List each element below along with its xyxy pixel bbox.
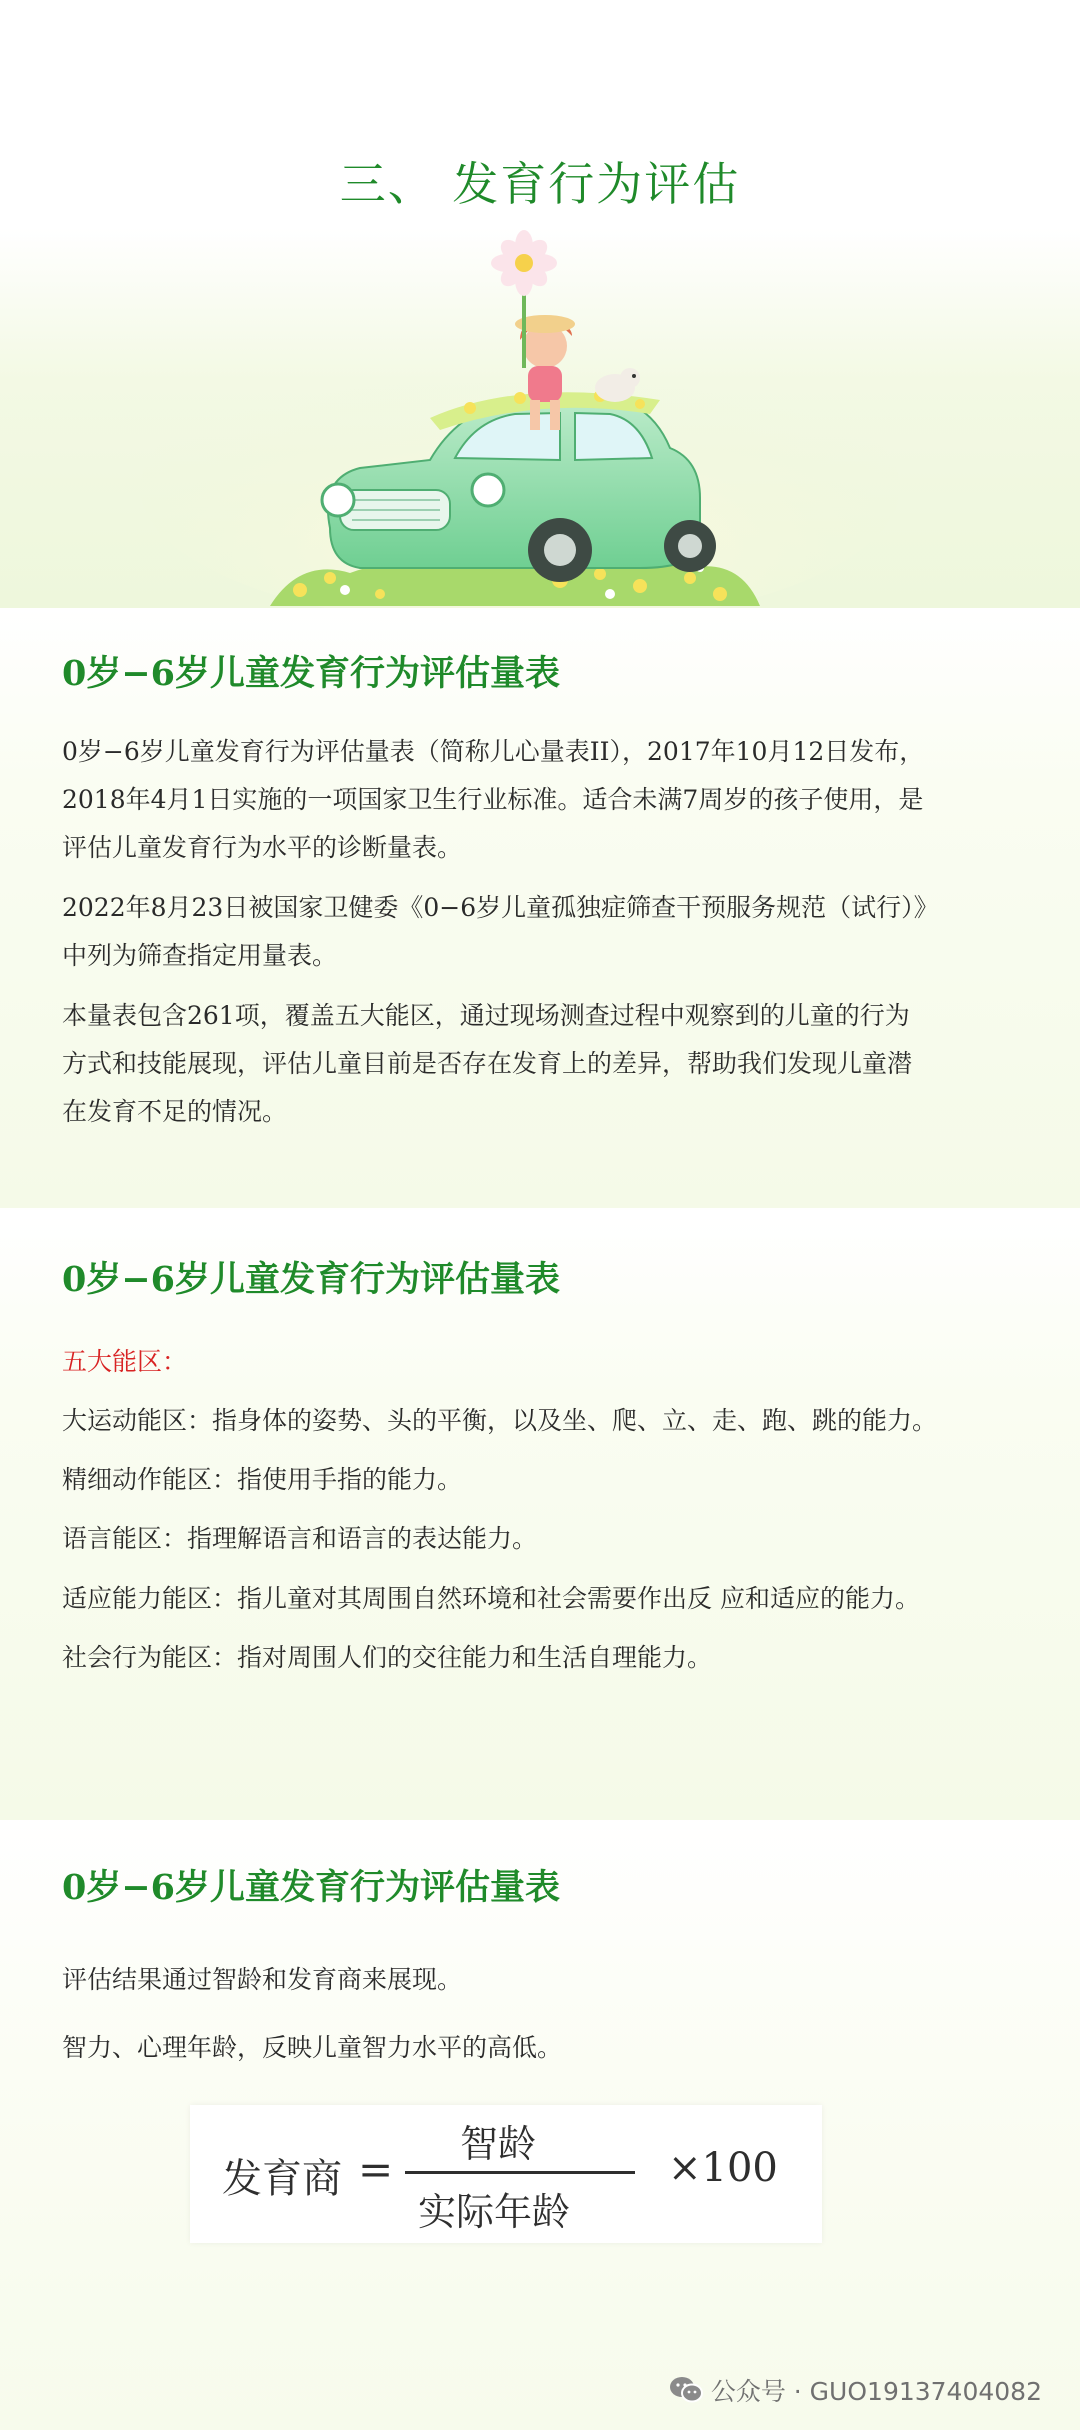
paragraph-line: 2018年4月1日实施的一项国家卫生行业标准。适合未满7周岁的孩子使用，是 [62, 785, 924, 814]
paragraph-line: 本量表包含261项，覆盖五大能区，通过现场测查过程中观察到的儿童的行为 [62, 1001, 910, 1030]
section-title: 0岁−6岁儿童发育行为评估量表 [62, 1867, 561, 1908]
section-title: 0岁−6岁儿童发育行为评估量表 [62, 1259, 561, 1300]
list-item: 大运动能区：指身体的姿势、头的平衡，以及坐、爬、立、走、跑、跳的能力。 [62, 1406, 938, 1435]
watermark [669, 2372, 1042, 2410]
formula-equals: = [358, 2145, 394, 2194]
formula-numerator: 智龄 [460, 2122, 537, 2166]
formula-lhs: 发育商 [222, 2156, 342, 2202]
fraction-bar [405, 2171, 635, 2174]
formula-denominator: 实际年龄 [418, 2190, 571, 2234]
paragraph-line: 2022年8月23日被国家卫健委《0−6岁儿童孤独症筛查干预服务规范（试行）》 [62, 893, 939, 922]
hero-illustration [0, 228, 1080, 608]
paragraph-line: 中列为筛查指定用量表。 [62, 941, 338, 970]
section-panel-2 [0, 1215, 1080, 1820]
section-title: 0岁−6岁儿童发育行为评估量表 [62, 653, 561, 694]
formula-box [190, 2105, 822, 2243]
list-item: 社会行为能区：指对周围人们的交往能力和生活自理能力。 [62, 1643, 713, 1672]
wechat-icon [669, 2376, 703, 2410]
list-item: 语言能区：指理解语言和语言的表达能力。 [62, 1524, 538, 1553]
list-item: 适应能力能区：指儿童对其周围自然环境和社会需要作出反 应和适应的能力。 [62, 1584, 920, 1613]
paragraph-line: 在发育不足的情况。 [62, 1097, 288, 1126]
formula-multiplier: ×100 [668, 2145, 778, 2191]
car-illustration [0, 228, 1080, 608]
page-title: 三、 发育行为评估 [339, 157, 741, 211]
paragraph-line: 评估结果通过智龄和发育商来展现。 [62, 1965, 463, 1994]
list-item: 精细动作能区：指使用手指的能力。 [62, 1465, 463, 1494]
subheading: 五大能区： [62, 1347, 188, 1376]
paragraph-line: 智力、心理年龄，反映儿童智力水平的高低。 [62, 2033, 563, 2062]
watermark-text: 公众号 · GUO19137404082 [710, 2377, 1042, 2406]
paragraph-line: 方式和技能展现，评估儿童目前是否存在发育上的差异，帮助我们发现儿童潜 [62, 1049, 913, 1078]
paragraph-line: 0岁−6岁儿童发育行为评估量表（简称儿心量表II），2017年10月12日发布， [62, 737, 925, 766]
paragraph-line: 评估儿童发育行为水平的诊断量表。 [62, 833, 463, 862]
